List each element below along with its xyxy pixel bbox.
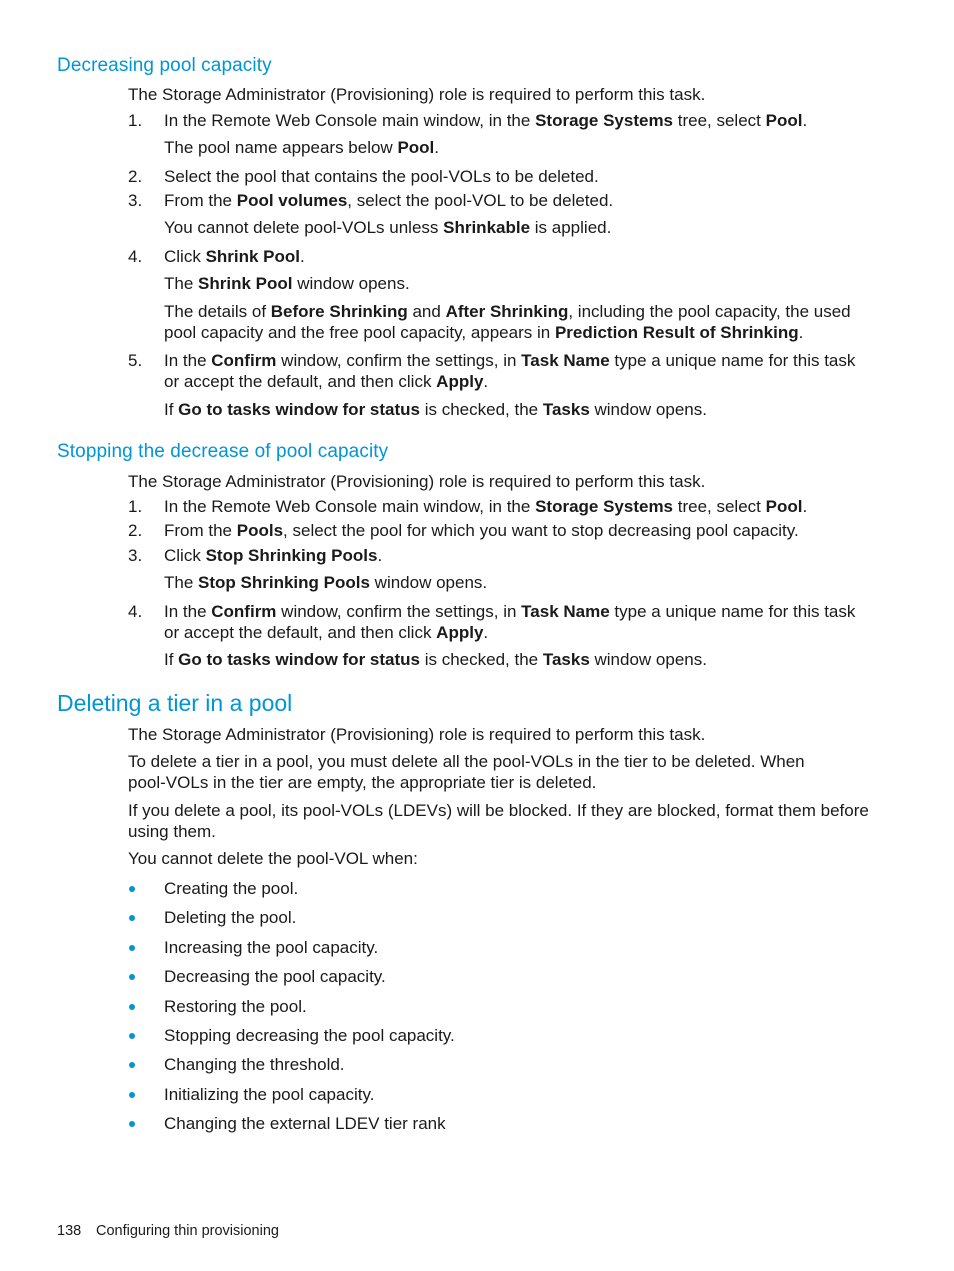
ui-term: Confirm: [211, 602, 277, 621]
step-text-line: [164, 572, 487, 593]
ui-term: Storage Systems: [535, 111, 674, 130]
ui-term: Pool: [765, 111, 803, 130]
section-intro: The Storage Administrator (Provisioning) role is required to perform this task.: [128, 85, 706, 104]
section-heading-decreasing-pool-capacity: Decreasing pool capacity: [57, 55, 272, 76]
page-number: 138: [57, 1223, 82, 1239]
paragraph-line: To delete a tier in a pool, you must delete all the pool-VOLs in the tier to be deleted. When: [128, 752, 805, 771]
ui-term: Pool: [765, 497, 803, 516]
text-run: type a unique name for this task: [609, 351, 856, 370]
text-run: .: [300, 247, 305, 266]
ui-term: Prediction Result of Shrinking: [554, 323, 799, 342]
ui-term: Apply: [436, 623, 484, 642]
text-run: is applied.: [530, 218, 612, 237]
ui-term: Shrink Pool: [205, 247, 301, 266]
paragraph-line: The Storage Administrator (Provisioning) role is required to perform this task.: [128, 725, 706, 744]
text-run: .: [483, 623, 489, 642]
bullet-item: Initializing the pool capacity.: [164, 1085, 375, 1104]
text-run: , including the pool capacity, the used: [568, 302, 851, 321]
ui-term: Storage Systems: [535, 497, 674, 516]
bullet-icon: [129, 1033, 135, 1039]
text-run: .: [802, 111, 808, 130]
text-run: From the: [164, 191, 237, 210]
section-heading-deleting-tier: Deleting a tier in a pool: [57, 690, 293, 716]
step-number: 3.: [128, 191, 143, 210]
text-run: .: [434, 138, 440, 157]
step-text-line: [164, 649, 707, 670]
paragraph-line: You cannot delete the pool-VOL when:: [128, 849, 418, 868]
ui-term: Tasks: [542, 400, 590, 419]
text-run: Click: [164, 247, 206, 266]
ui-term: Pool: [397, 138, 435, 157]
text-run: window, confirm the settings, in: [276, 351, 522, 370]
text-run: or accept the default, and then click: [164, 372, 437, 391]
text-run: pool capacity and the free pool capacity, appears in: [164, 323, 555, 342]
step-text-line: [164, 496, 807, 517]
step-text-line: [164, 190, 613, 211]
section-heading-stopping-decrease: Stopping the decrease of pool capacity: [57, 441, 389, 462]
ui-term: Shrinkable: [443, 218, 531, 237]
ui-term: Before Shrinking: [270, 302, 408, 321]
text-run: or accept the default, and then click: [164, 623, 437, 642]
step-text-line: [164, 399, 707, 420]
bullet-item: Stopping decreasing the pool capacity.: [164, 1026, 455, 1045]
text-run: window, confirm the settings, in: [276, 602, 522, 621]
text-run: , select the pool-VOL to be deleted.: [347, 191, 614, 210]
ui-term: Tasks: [542, 650, 590, 669]
text-run: .: [377, 546, 383, 565]
step-text-line: [164, 322, 803, 343]
step-number: 2.: [128, 521, 143, 540]
text-run: .: [483, 372, 489, 391]
step-text-line: [164, 166, 599, 187]
text-run: In the Remote Web Console main window, in the: [164, 497, 536, 516]
ui-term: Confirm: [211, 351, 277, 370]
text-run: .: [802, 497, 808, 516]
ui-term: Stop Shrinking Pools: [205, 546, 378, 565]
bullet-icon: [129, 1092, 135, 1098]
ui-term: Stop Shrinking Pools: [198, 573, 370, 592]
step-text-line: [164, 217, 611, 238]
step-number: 1.: [128, 497, 143, 516]
text-run: window opens.: [589, 650, 707, 669]
footer-chapter-title: Configuring thin provisioning: [96, 1223, 279, 1239]
text-run: In the: [164, 602, 212, 621]
step-text-line: [164, 545, 382, 566]
text-run: type a unique name for this task: [609, 602, 856, 621]
paragraph-line: using them.: [128, 822, 216, 841]
bullet-icon: [129, 945, 135, 951]
ui-term: After Shrinking: [445, 302, 569, 321]
text-run: In the: [164, 351, 212, 370]
step-text-line: [164, 110, 807, 131]
text-run: Click: [164, 546, 206, 565]
text-run: If: [164, 400, 179, 419]
ui-term: Go to tasks window for status: [178, 400, 420, 419]
ui-term: Apply: [436, 372, 484, 391]
bullet-icon: [129, 886, 135, 892]
text-run: The pool name appears below: [164, 138, 398, 157]
step-text-line: [164, 246, 305, 267]
section-intro: The Storage Administrator (Provisioning) role is required to perform this task.: [128, 472, 706, 491]
text-run: Select the pool that contains the pool-VOLs to be deleted.: [164, 167, 599, 186]
bullet-item: Increasing the pool capacity.: [164, 938, 379, 957]
paragraph-line: If you delete a pool, its pool-VOLs (LDEVs) will be blocked. If they are blocked, format them before: [128, 801, 869, 820]
ui-term: Task Name: [521, 351, 610, 370]
text-run: tree, select: [673, 497, 766, 516]
bullet-icon: [129, 1062, 135, 1068]
bullet-item: Changing the threshold.: [164, 1055, 345, 1074]
ui-term: Pool volumes: [236, 191, 348, 210]
step-text-line: [164, 273, 410, 294]
step-text-line: [164, 601, 855, 622]
text-run: window opens.: [369, 573, 488, 592]
text-run: , select the pool for which you want to stop decreasing pool capacity.: [283, 521, 799, 540]
step-text-line: [164, 350, 855, 371]
text-run: is checked, the: [419, 650, 543, 669]
step-text-line: [164, 137, 439, 158]
text-run: You cannot delete pool-VOLs unless: [164, 218, 444, 237]
bullet-item: Creating the pool.: [164, 879, 299, 898]
bullet-item: Restoring the pool.: [164, 997, 307, 1016]
step-number: 2.: [128, 167, 143, 186]
step-text-line: [164, 622, 488, 643]
text-run: .: [798, 323, 804, 342]
step-number: 4.: [128, 247, 143, 266]
step-text-line: [164, 371, 488, 392]
text-run: and: [407, 302, 446, 321]
bullet-item: Decreasing the pool capacity.: [164, 967, 386, 986]
text-run: The details of: [164, 302, 271, 321]
text-run: The: [164, 573, 199, 592]
ui-term: Task Name: [521, 602, 610, 621]
text-run: is checked, the: [419, 400, 543, 419]
step-text-line: [164, 520, 799, 541]
ui-term: Shrink Pool: [198, 274, 293, 293]
bullet-icon: [129, 1121, 135, 1127]
bullet-icon: [129, 1004, 135, 1010]
step-number: 5.: [128, 351, 143, 370]
ui-term: Go to tasks window for status: [178, 650, 420, 669]
step-text-line: [164, 301, 851, 322]
paragraph-line: pool-VOLs in the tier are empty, the appropriate tier is deleted.: [128, 773, 597, 792]
text-run: The: [164, 274, 199, 293]
text-run: tree, select: [673, 111, 766, 130]
text-run: If: [164, 650, 179, 669]
step-number: 3.: [128, 546, 143, 565]
text-run: From the: [164, 521, 237, 540]
ui-term: Pools: [236, 521, 284, 540]
text-run: In the Remote Web Console main window, in the: [164, 111, 536, 130]
text-run: window opens.: [589, 400, 707, 419]
step-number: 4.: [128, 602, 143, 621]
bullet-item: Deleting the pool.: [164, 908, 297, 927]
text-run: window opens.: [292, 274, 410, 293]
bullet-icon: [129, 915, 135, 921]
step-number: 1.: [128, 111, 143, 130]
bullet-icon: [129, 974, 135, 980]
bullet-item: Changing the external LDEV tier rank: [164, 1114, 446, 1133]
